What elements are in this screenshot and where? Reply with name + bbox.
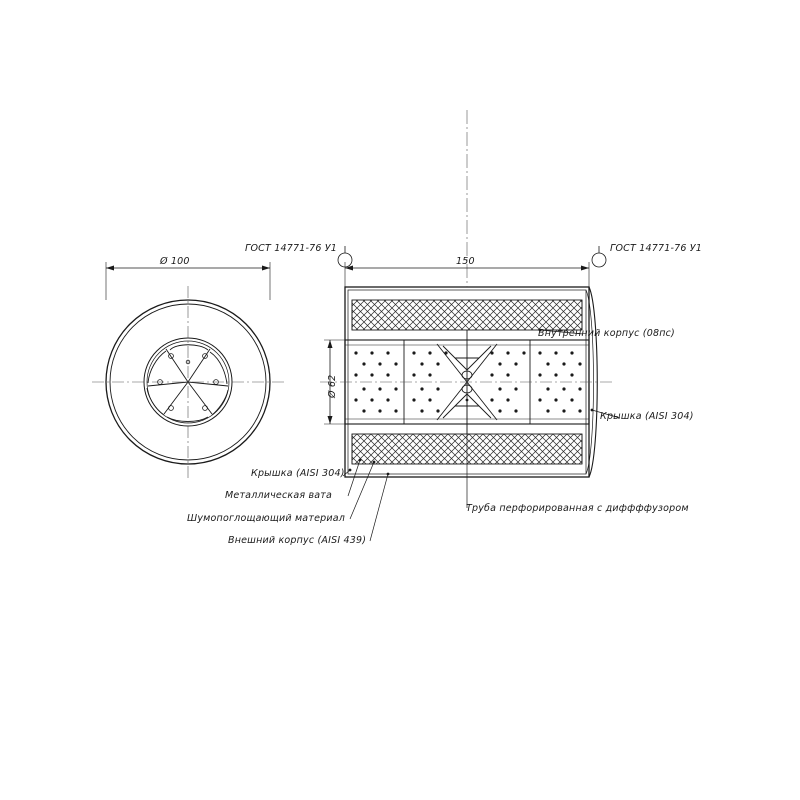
dimension-front-diameter: Ø 100 xyxy=(160,256,190,267)
callout-inner-body: Внутренний корпус (08пс) xyxy=(538,328,675,339)
front-view xyxy=(92,262,284,478)
callout-sound-absorbing: Шумопоглощающий материал xyxy=(187,513,346,524)
callout-outer-body: Внешний корпус (AISI 439) xyxy=(228,535,367,546)
weld-standard-left: ГОСТ 14771-76 У1 xyxy=(245,243,338,254)
dimension-length: 150 xyxy=(456,256,475,267)
callout-metal-wool: Металлическая вата xyxy=(225,490,333,501)
callout-perforated-pipe: Труба перфорированная с диффффузором xyxy=(466,503,689,514)
callout-cap-right: Крышка (AISI 304) xyxy=(600,411,694,422)
section-view xyxy=(320,110,612,477)
dimension-inner-diameter: Ø 62 xyxy=(327,374,338,398)
weld-standard-right: ГОСТ 14771-76 У1 xyxy=(610,243,703,254)
dimension-lines xyxy=(324,262,589,424)
callout-cap-left: Крышка (AISI 304) xyxy=(251,468,345,479)
